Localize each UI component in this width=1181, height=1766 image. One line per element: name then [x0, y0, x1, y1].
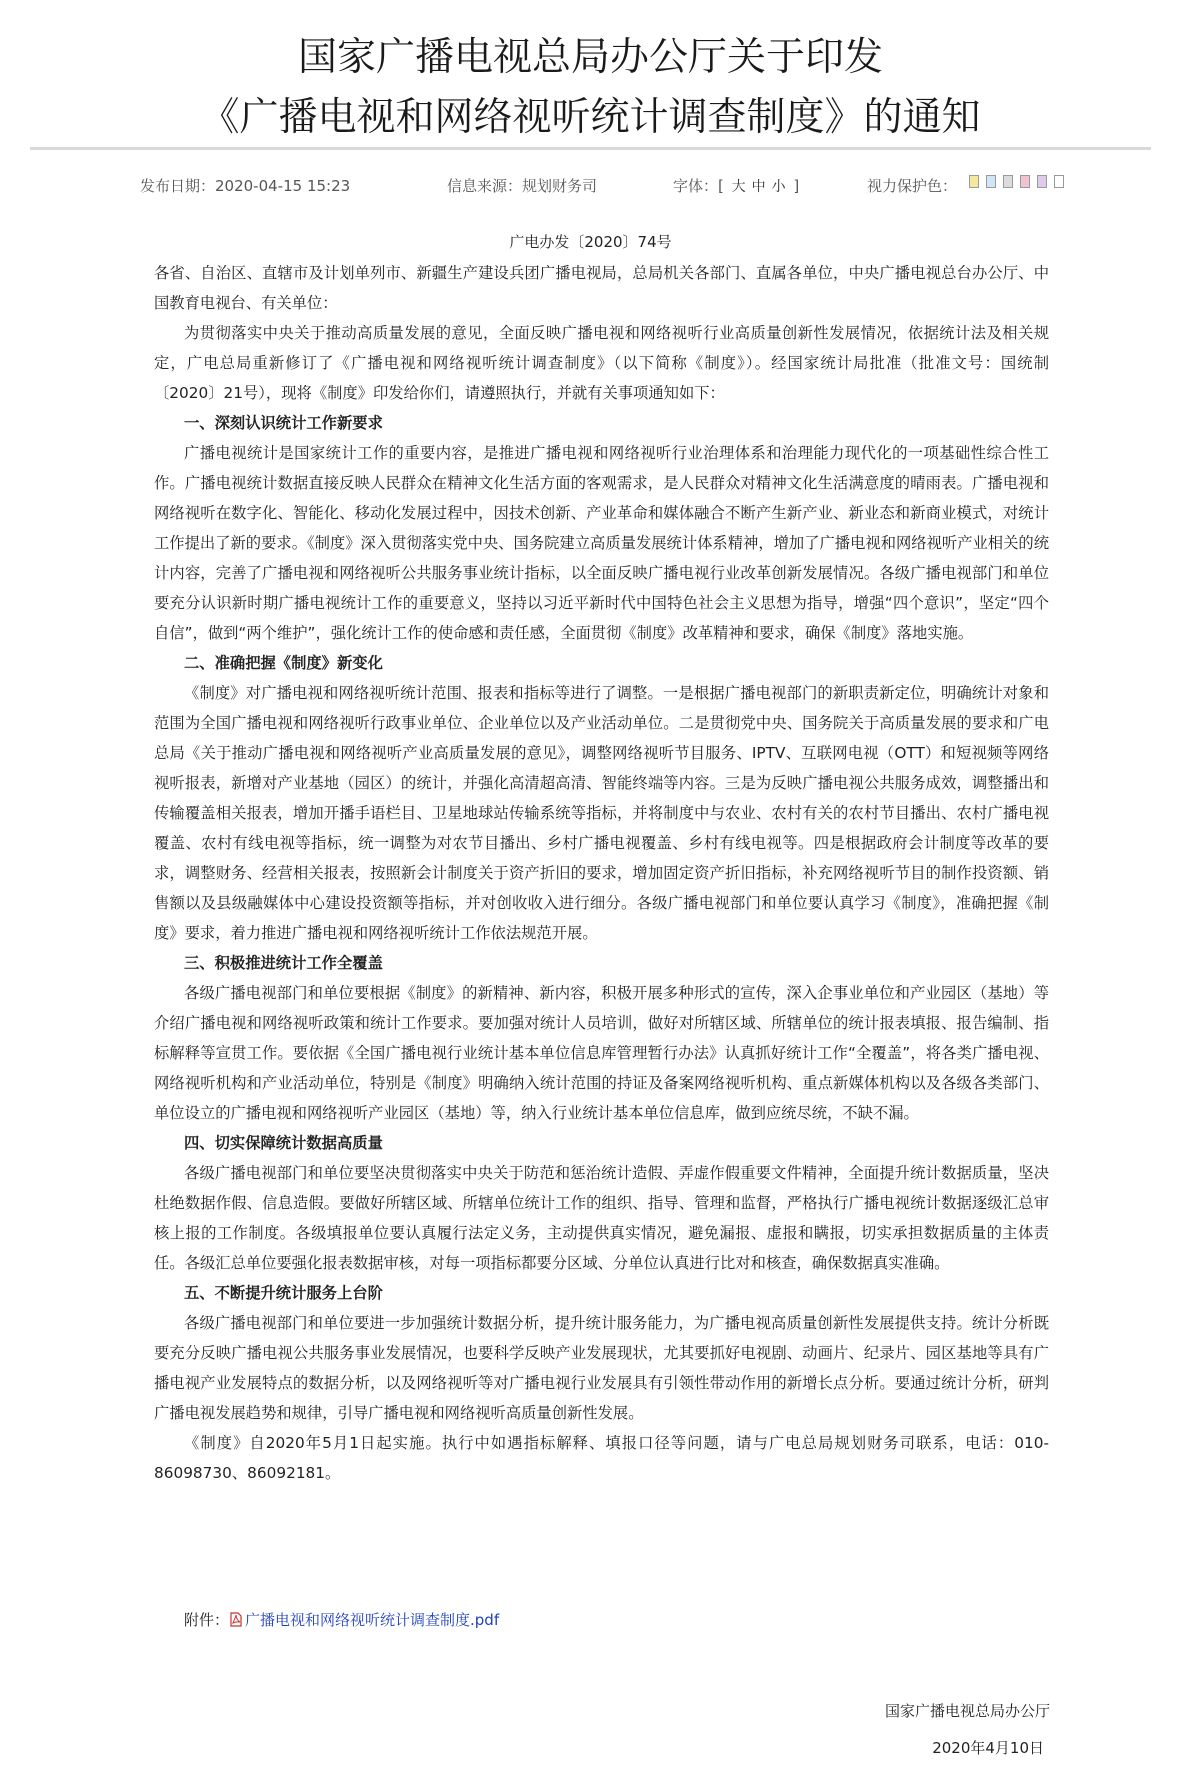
signature-organization: 国家广播电视总局办公厅 [884, 1702, 1050, 1720]
attachment-label: 附件： [184, 1611, 230, 1629]
closing-paragraph: 《制度》自2020年5月1日起实施。执行中如遇指标解释、填报口径等问题，请与广电总局规划财务司联系，电话：010-86098730、86092181。 [154, 1434, 1049, 1482]
section-paragraph-4: 各级广播电视部门和单位要坚决贯彻落实中央关于防范和惩治统计造假、弄虚作假重要文件精神，全面提升统计数据质量，坚决杜绝数据作假、信息造假。要做好所辖区域、所辖单位统计工作的组织、指导、管理和监督，严格执行广播电视统计数据逐级汇总审核上报的工作制度。各级填报单位要认真履行法定义务，主动提供真实情况，避免漏报、虚报和瞒报，切实承担数据质量的主体责任。各级汇总单位要强化报表数据审核，对每一项指标都要分区域、分单位认真进行比对和核查，确保数据真实准确。 [154, 1164, 1049, 1272]
title-divider [30, 147, 1151, 150]
page-title-line-2: 《广播电视和网络视听统计调查制度》的通知 [200, 95, 981, 140]
section-heading-2: 二、准确把握《制度》新变化 [184, 654, 383, 672]
font-size-large-button[interactable]: 大 [731, 179, 746, 195]
intro-paragraph: 为贯彻落实中央关于推动高质量发展的意见，全面反映广播电视和网络视听行业高质量创新性发展情况，依据统计法及相关规定，广电总局重新修订了《广播电视和网络视听统计调查制度》（以下简称《制度》）。经国家统计局批准（批准文号：国统制〔2020〕21号），现将《制度》印发给你们，请遵照执行，并就有关事项通知如下： [154, 324, 1049, 402]
publish-date: 发布日期：2020-04-15 15:23 [140, 177, 351, 195]
font-size-control [673, 175, 799, 196]
pdf-icon [229, 1612, 243, 1631]
document-body [154, 258, 1049, 1488]
section-paragraph-2: 《制度》对广播电视和网络视听统计范围、报表和指标等进行了调整。一是根据广播电视部门的新职责新定位，明确统计对象和范围为全国广播电视和网络视听行政事业单位、企业单位以及产业活动单位。二是贯彻党中央、国务院关于高质量发展的要求和广电总局《关于推动广播电视和网络视听产业高质量发展的意见》，调整网络视听节目服务、IPTV、互联网电视（OTT）和短视频等网络视听报表，新增对产业基地（园区）的统计，并强化高清超高清、智能终端等内容。三是为反映广播电视公共服务成效，调整播出和传输覆盖相关报表，增加开播手语栏目、卫星地球站传输系统等指标，并将制度中与农业、农村有关的农村节目播出、农村广播电视覆盖、农村有线电视等指标，统一调整为对农节目播出、乡村广播电视覆盖、乡村有线电视等。四是根据政府会计制度等改革的要求，调整财务、经营相关报表，按照新会计制度关于资产折旧的要求，增加固定资产折旧指标，补充网络视听节目的制作投资额、销售额以及县级融媒体中心建设投资额等指标，并对创收收入进行细分。各级广播电视部门和单位要认真学习《制度》，准确把握《制度》要求，着力推进广播电视和网络视听统计工作依法规范开展。 [154, 684, 1049, 942]
page-title-line-1: 国家广播电视总局办公厅关于印发 [297, 35, 883, 80]
eye-color-swatch-gray[interactable] [1003, 175, 1013, 188]
eye-color-swatch-yellow[interactable] [969, 175, 979, 188]
attachment-download-link[interactable]: 广播电视和网络视听统计调查制度.pdf [245, 1611, 500, 1629]
font-size-medium-button[interactable]: 中 [751, 179, 766, 195]
section-heading-3: 三、积极推进统计工作全覆盖 [184, 954, 383, 972]
eye-color-swatch-blue[interactable] [986, 175, 996, 188]
signature-date: 2020年4月10日 [932, 1739, 1044, 1757]
info-source: 信息来源：规划财务司 [447, 177, 598, 195]
font-size-label: 字体：[ [673, 177, 724, 195]
eye-color-swatch-purple[interactable] [1037, 175, 1047, 188]
section-paragraph-1: 广播电视统计是国家统计工作的重要内容，是推进广播电视和网络视听行业治理体系和治理能力现代化的一项基础性综合性工作。广播电视统计数据直接反映人民群众在精神文化生活方面的客观需求，是人民群众对精神文化生活满意度的晴雨表。广播电视和网络视听在数字化、智能化、移动化发展过程中，因技术创新、产业革命和媒体融合不断产生新产业、新业态和新商业模式，对统计工作提出了新的要求。《制度》深入贯彻落实党中央、国务院建立高质量发展统计体系精神，增加了广播电视和网络视听产业相关的统计内容，完善了广播电视和网络视听公共服务事业统计指标，以全面反映广播电视行业改革创新发展情况。各级广播电视部门和单位要充分认识新时期广播电视统计工作的重要意义，坚持以习近平新时代中国特色社会主义思想为指导，增强“四个意识”，坚定“四个自信”，做到“两个维护”，强化统计工作的使命感和责任感，全面贯彻《制度》改革精神和要求，确保《制度》落地实施。 [154, 444, 1049, 642]
recipients: 各省、自治区、直辖市及计划单列市、新疆生产建设兵团广播电视局，总局机关各部门、直属各单位，中央广播电视总台办公厅、中国教育电视台、有关单位： [154, 264, 1049, 312]
section-paragraph-3: 各级广播电视部门和单位要根据《制度》的新精神、新内容，积极开展多种形式的宣传，深入企事业单位和产业园区（基地）等介绍广播电视和网络视听政策和统计工作要求。要加强对统计人员培训，做好对所辖区域、所辖单位的统计报表填报、报告编制、指标解释等宣贯工作。要依据《全国广播电视行业统计基本单位信息库管理暂行办法》认真抓好统计工作“全覆盖”，将各类广播电视、网络视听机构和产业活动单位，特别是《制度》明确纳入统计范围的持证及备案网络视听机构、重点新媒体机构以及各级各类部门、单位设立的广播电视和网络视听产业园区（基地）等，纳入行业统计基本单位信息库，做到应统尽统，不缺不漏。 [154, 984, 1049, 1122]
section-heading-4: 四、切实保障统计数据高质量 [184, 1134, 383, 1152]
section-paragraph-5: 各级广播电视部门和单位要进一步加强统计数据分析，提升统计服务能力，为广播电视高质量创新性发展提供支持。统计分析既要充分反映广播电视公共服务事业发展情况，也要科学反映产业发展现状，尤其要抓好电视剧、动画片、纪录片、园区基地等具有广播电视产业发展特点的数据分析，以及网络视听等对广播电视行业发展具有引领性带动作用的新增长点分析。要通过统计分析，研判广播电视发展趋势和规律，引导广播电视和网络视听高质量创新性发展。 [154, 1314, 1049, 1422]
section-heading-5: 五、不断提升统计服务上台阶 [184, 1284, 383, 1302]
font-size-close-bracket: ] [793, 177, 800, 195]
eye-protection-swatches [969, 175, 1071, 191]
eye-color-swatch-white[interactable] [1054, 175, 1064, 188]
eye-color-swatch-pink[interactable] [1020, 175, 1030, 188]
font-size-small-button[interactable]: 小 [771, 179, 786, 195]
section-heading-1: 一、深刻认识统计工作新要求 [184, 414, 383, 432]
attachment [184, 1609, 499, 1631]
document-number: 广电办发〔2020〕74号 [509, 233, 672, 251]
eye-protection-label: 视力保护色： [867, 177, 958, 195]
